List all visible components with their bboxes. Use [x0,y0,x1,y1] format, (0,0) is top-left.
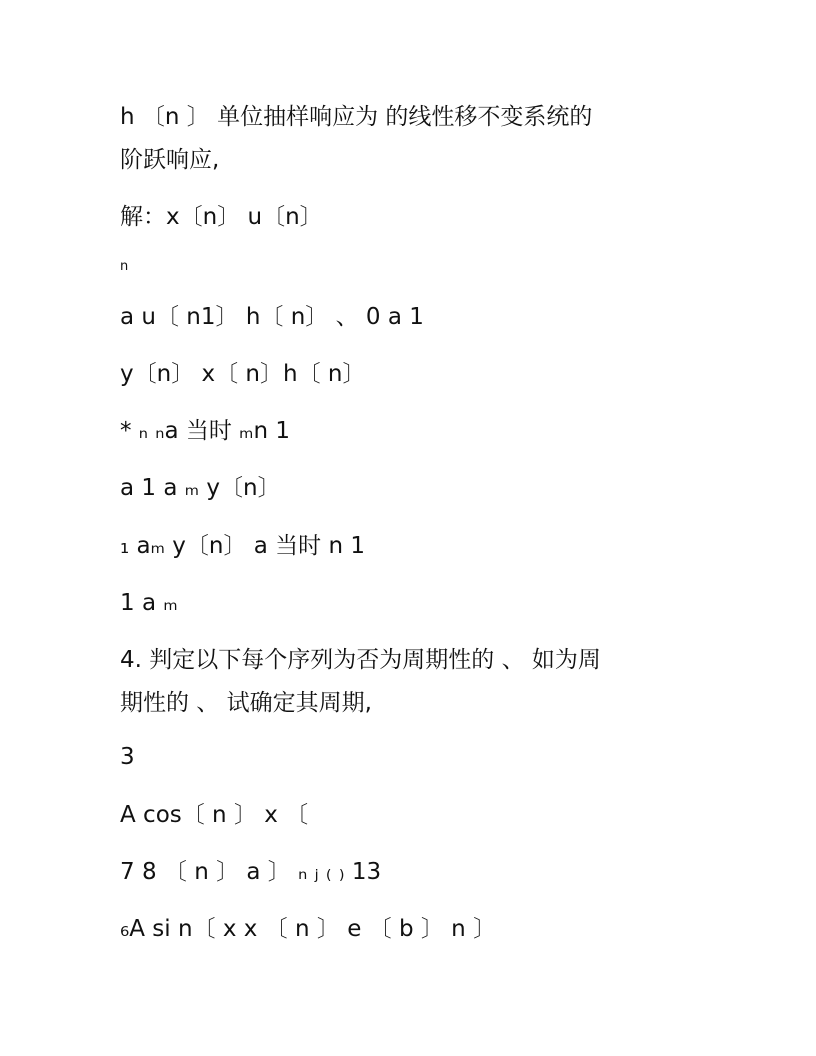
text-line-3: 解：x〔n〕 u〔n〕 [120,204,323,230]
text-line-2: 阶跃响应, [120,147,220,173]
text-line-14: A cos〔 n 〕 x 〔 [120,802,309,828]
text-line-15: 7 8 〔 n 〕 a 〕 ₙ ⱼ ₍ ₎ 13 [120,859,382,885]
text-line-12: 期性的 、 试确定其周期, [120,690,372,716]
text-line-9: ₁ aₘ y〔n〕 a 当时 n 1 [120,533,366,559]
text-line-11: 4. 判定以下每个序列为否为周期性的 、 如为周 [120,647,601,673]
text-line-13: 3 [120,744,135,770]
text-line-7: * ₙ ₙa 当时 ₘn 1 [120,418,291,444]
text-line-1: h 〔n 〕 单位抽样响应为 的线性移不变系统的 [120,104,593,130]
text-line-4: n [120,259,129,274]
text-line-16: ₆A si n〔 x x 〔 n 〕 e 〔 b 〕 n 〕 [120,916,497,942]
text-line-10: 1 a ₘ [120,590,178,616]
text-line-5: a u〔 n1〕 h〔 n〕 、 0 a 1 [120,304,424,330]
text-line-6: y〔n〕 x〔 n〕h〔 n〕 [120,361,366,387]
text-line-8: a 1 a ₘ y〔n〕 [120,475,281,501]
